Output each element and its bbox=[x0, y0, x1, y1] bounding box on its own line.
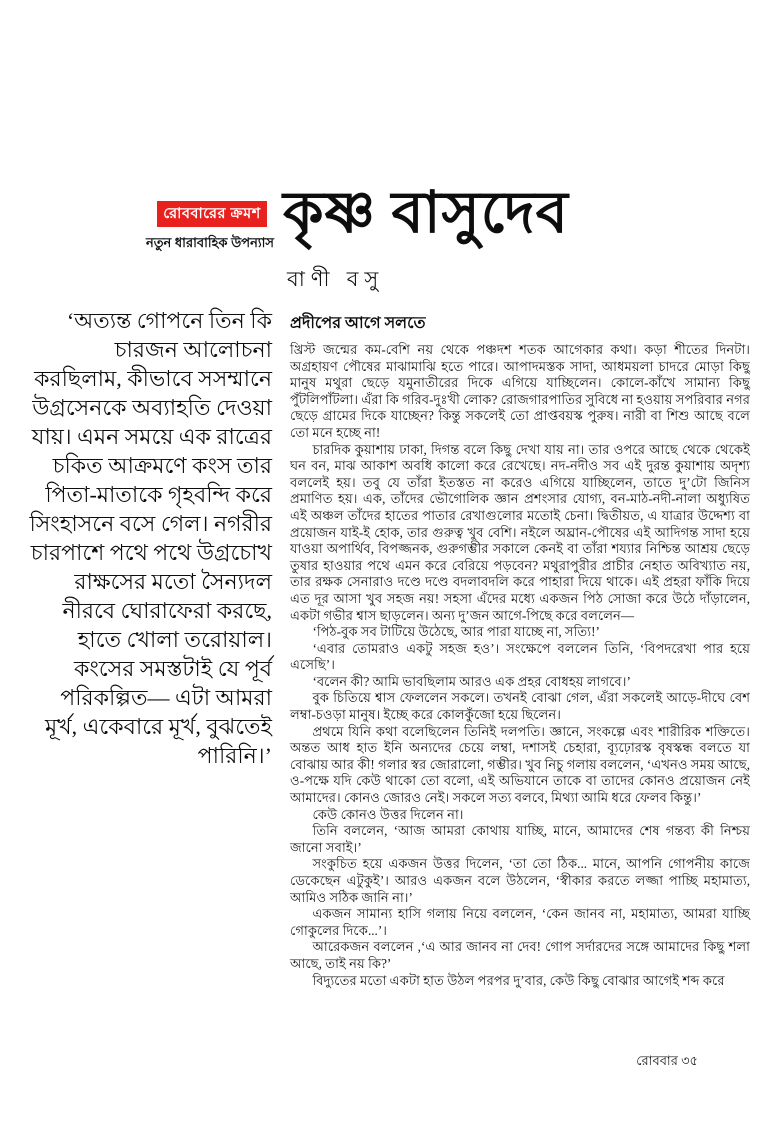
body-paragraph: একজন সামান্য হাসি গলায় নিয়ে বললেন, ‘কেন জানব না, মহামাত্য, আমরা যাচ্ছি গোকুলের দিকে...’। bbox=[290, 906, 750, 938]
body-paragraph: সংকুচিত হয়ে একজন উত্তর দিলেন, ‘তা তো ঠিক... মানে, আপনি গোপনীয় কাজে ডেকেছেন এটুকুই’। আরও একজন বলে উঠলেন, ‘স্বীকার করতে লজ্জা পাচ্ছি মহামাত্য, আমিও সঠিক জানি না।’ bbox=[290, 856, 750, 905]
section-heading: প্রদীপের আগে সলতে bbox=[290, 315, 426, 332]
body-paragraph: আরেকজন বললেন ,‘এ আর জানব না দেব! গোপ সর্দারদের সঙ্গে আমাদের কিছু শলা আছে, তাই নয় কি?’ bbox=[290, 939, 750, 971]
article-body bbox=[290, 342, 750, 989]
body-paragraph: প্রথমে যিনি কথা বলেছিলেন তিনিই দলপতি। জ্ঞানে, সংকল্পে এবং শারীরিক শক্তিতে। অন্তত আধ হাত ইনি অন্যদের চেয়ে লম্বা, দশাসই চেহারা, ব্যূঢ়োরস্ক বৃষস্কন্ধ বলতে যা বোঝায় আর কী! গলার স্বর জোরালো, গম্ভীর। খুব নিচু গলায় বললেন, ‘এখনও সময় আছে, ও-পক্ষে যদি কেউ থাকো তো বলো, এই অভিযানে তাকে বা তাদের কোনও প্রয়োজন নেই আমাদের। কোনও জোরও নেই। সকলে সত্য বলবে, মিথ্যা আমি ধরে ফেলব কিন্তু।’ bbox=[290, 723, 750, 806]
body-paragraph: ‘পিঠ-বুক সব টাটিয়ে উঠেছে, আর পারা যাচ্ছে না, সত্যি!’ bbox=[312, 624, 600, 640]
page-footer: রোববার ৩৫ bbox=[636, 1053, 698, 1068]
kicker-subtitle: নতুন ধারাবাহিক উপন্যাস bbox=[146, 235, 274, 250]
body-paragraph: বুক চিতিয়ে শ্বাস ফেললেন সকলে। তখনই বোঝা গেল, এঁরা সকলেই আড়ে-দীঘে বেশ লম্বা-চওড়া মানুষ। ইচ্ছে করে কোলকুঁজো হয়ে ছিলেন। bbox=[290, 690, 750, 723]
article-title: কৃষ্ণ বাসুদেব bbox=[283, 180, 569, 245]
body-paragraph: তিনি বললেন, ‘আজ আমরা কোথায় যাচ্ছি, মানে, আমাদের শেষ গন্তব্য কী নিশ্চয় জানো সবাই।’ bbox=[290, 823, 750, 855]
body-paragraph: চারদিক কুয়াশায় ঢাকা, দিগন্ত বলে কিছু দেখা যায় না। তার ওপরে আছে থেকে থেকেই ঘন বন, মাঝ আকাশ অবধি কালো করে রেখেছে। নদ-নদীও সব এই দুরন্ত কুয়াশায় অদৃশ্য বললেই হয়। তবু যে তাঁরা ইতস্তত না করেও এগিয়ে যাচ্ছিলেন, তাতে দু’টো জিনিস প্রমাণিত হয়। এক, তাঁদের ভৌগোলিক জ্ঞান প্রশংসার যোগ্য, বন-মাঠ-নদী-নালা অধ্যুষিত এই অঞ্চল তাঁদের হাতের পাতার রেখাগুলোর মতোই চেনা। দ্বিতীয়ত, এ যাত্রার উদ্দেশ্য বা প্রয়োজন যাই-ই হোক, তার গুরুত্ব খুব বেশি। নইলে অঘ্রান-পৌষের এই আদিগন্ত সাদা হয়ে যাওয়া অপার্থিব, বিপজ্জনক, গুরুগম্ভীর সকালে কেনই বা তাঁরা শয্যার নিশ্চিন্ত আশ্রয় ছেড়ে তুষার হাওয়ার পথে এমন করে বেরিয়ে পড়বেন? মথুরাপুরীর প্রাচীর নেহাত অবিখ্যাত নয়, তার রক্ষক সেনারাও দণ্ডে দণ্ডে বদলাবদলি করে পাহারা দিয়ে থাকে। এই প্রহরা ফাঁকি দিয়ে এত দূর আসা খুব সহজ নয়! সহসা এঁদের মধ্যে একজন পিঠ সোজা করে উঠে দাঁড়ালেন, একটা গভীর শ্বাস ছাড়লেন। অন্য দু’জন আগে-পিছে করে বললেন— bbox=[290, 441, 750, 623]
article-author: বাণী বসু bbox=[287, 267, 385, 291]
pull-quote: ‘অত্যন্ত গোপনে তিন কি চারজন আলোচনা করছিলাম, কীভাবে সসম্মানে উগ্রসেনকে অব্যাহতি দেওয়া যায়। এমন সময়ে এক রাত্রের চকিত আক্রমণে কংস তার পিতা-মাতাকে গৃহবন্দি করে সিংহাসনে বসে গেল। নগরীর চারপাশে পথে পথে উগ্রচোখ রাক্ষসের মতো সৈন্যদল নীরবে ঘোরাফেরা করছে, হাতে খোলা তরোয়াল। কংসের সমস্তটাই যে পূর্ব পরিকল্পিত— এটা আমরা মূর্খ, একেবারে মূর্খ, বুঝতেই পারিনি।’ bbox=[29, 308, 272, 768]
kicker-badge: রোববারের ক্রমশ bbox=[157, 201, 267, 227]
body-paragraph: খ্রিস্ট জন্মের কম-বেশি নয় থেকে পঞ্চদশ শতক আগেকার কথা। কড়া শীতের দিনটা। অগ্রহায়ণ পৌষের মাঝামাঝি হতে পারে। আপাদমস্তক সাদা, আধময়লা চাদরে মোড়া কিছু মানুষ মথুরা ছেড়ে যমুনাতীরের দিকে এগিয়ে যাচ্ছিলেন। কোলে-কাঁখে সামান্য কিছু পুঁটলিপাঁটলা। এঁরা কি গরিব-দুঃখী লোক? রোজগারপাতির সুবিধে না হওয়ায় সপরিবার নগর ছেড়ে গ্রামের দিকে যাচ্ছেন? কিন্তু সকলেই তো প্রাপ্তবয়স্ক পুরুষ। নারী বা শিশু আছে বলে তো মনে হচ্ছে না! bbox=[290, 342, 750, 440]
body-paragraph: ‘বলেন কী? আমি ভাবছিলাম আরও এক প্রহর বোধহয় লাগবে।’ bbox=[312, 673, 631, 689]
body-paragraph: কেউ কোনও উত্তর দিলেন না। bbox=[312, 806, 464, 822]
body-paragraph: ‘এবার তোমরাও একটু সহজ হও’। সংক্ষেপে বললেন তিনি, ‘বিপদরেখা পার হয়ে এসেছি’। bbox=[290, 640, 750, 673]
body-paragraph: বিদ্যুতের মতো একটা হাত উঠল পরপর দু’বার, কেউ কিছু বোঝার আগেই শব্দ করে bbox=[312, 972, 725, 988]
